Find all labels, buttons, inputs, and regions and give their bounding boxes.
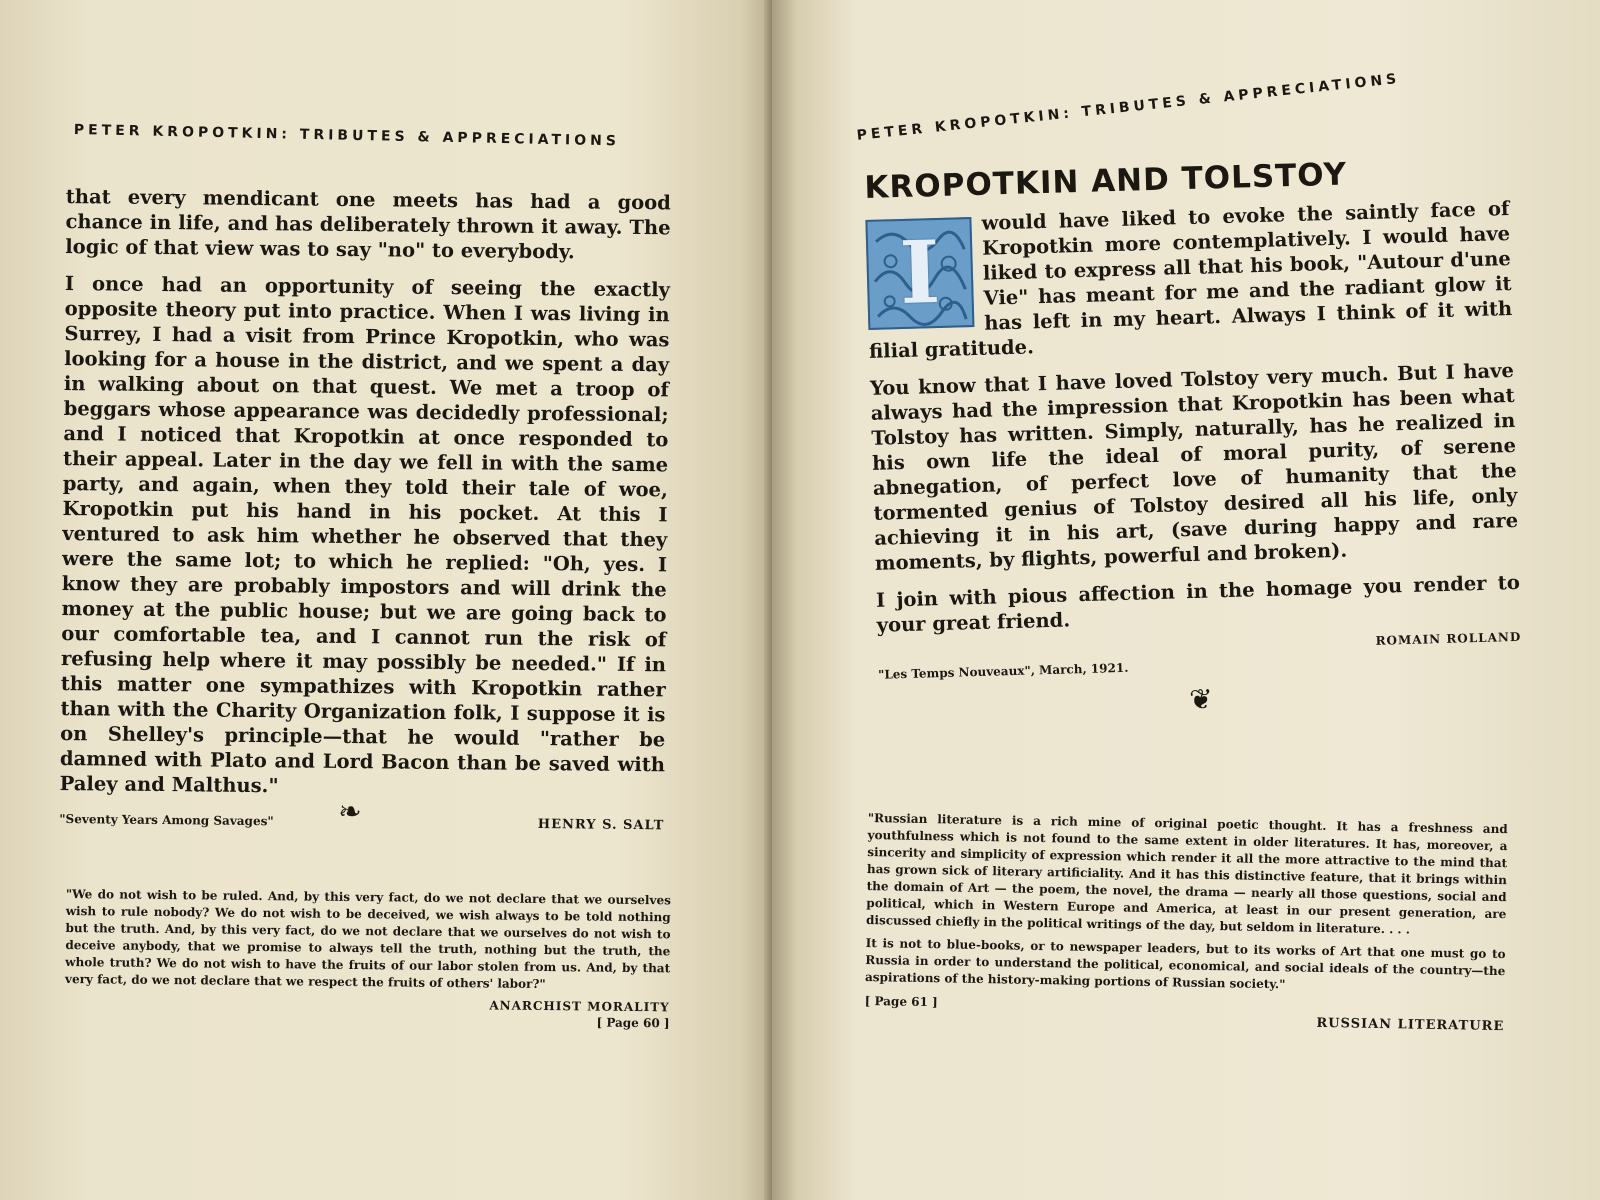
right-body — [864, 152, 1523, 725]
right-page — [772, 0, 1600, 1200]
paragraph: would have liked to evoke the saintly face of Kropotkin more contemplatively. I would have liked to express all that his book, "Autour d'une Vie" has meant for me and the radiant glow it has left in my heart. Always I think of it with filial gratitude. — [868, 197, 1513, 363]
paragraph: You know that I have loved Tolstoy very much. But I have always had the impression that Kropotkin has been what Tolstoy has written. Simply, naturally, has he realized in his own life the ideal of moral purity, of serene abnegation, of perfect love of humanity that the tormented genius of Tolstoy desired all his life, only achieving it in his art, (save during happy and rare moments, by flights, powerful and broken). — [869, 358, 1519, 575]
quote-text: "Russian literature is a rich mine of original poetic thought. It has a freshness and youthfulness which is not found to the same extent in older literatures. It has, moreover, a sincerity and simplicity of expression which render it all the more attractive to the mind that has grown sick of literary artificiality. And it has this distinctive feature, that it brings within the domain of Art — the poem, the novel, the drama — nearly all those questions, social and political, which in Western Europe and America, at least in our present generation, are discussed chiefly in the political writings of the day, but seldom in literature. . . . — [865, 810, 1508, 937]
page-number: [ Page 61 ] — [864, 993, 938, 1010]
quote-text: "We do not wish to be ruled. And, by this very fact, do we not declare that we ourselves wish to rule nobody? We do not wish to be deceived, we wish always to be told nothing but the truth. And, by this very fact, do we not declare that we ourselves do not wish to deceive anybody, that we promise to always tell the truth, nothing but the truth, the whole truth? We do not wish to have the fruits of our labor stolen from us. And, by that very fact, do we not declare that we respect the fruits of others' labor?" — [64, 886, 671, 992]
ornament-icon: ❦ — [1188, 682, 1214, 717]
page-footer — [864, 994, 1504, 1034]
running-head: PETER KROPOTKIN: TRIBUTES & APPRECIATIONS — [856, 70, 1401, 144]
page-number: [ Page 60 ] — [596, 1015, 670, 1031]
paragraph: I join with pious affection in the homage you render to your great friend. — [875, 570, 1521, 637]
source-title: "Seventy Years Among Savages" — [59, 811, 274, 829]
ornament-icon: ❧ — [338, 795, 362, 828]
source-title: "Les Temps Nouveaux", March, 1921. — [877, 660, 1129, 682]
quote-source: ANARCHIST MORALITY — [489, 998, 670, 1015]
paragraph: I once had an opportunity of seeing the exactly opposite theory put into practice. When I was living in Surrey, I had a visit from Prince Kropotkin, who was looking for a house in the district, and we spent a day in walking about on that quest. We met a troop of beggars whose appearance was decidedly professional; and I noticed that Kropotkin at once responded to their appeal. Later in the day we fell in with the same party, and again, when they told their tale of woe, Kropotkin put his hand in his pocket. At this I ventured to ask him whether he observed that they were the same lot; to which he replied: "Oh, yes. I know they are probably impostors and will drink the money at the public house; but we are going back to our comfortable tea, and I cannot run the risk of refusing help where it may possibly be needed." If in this matter one sympathizes with Kropotkin rather than with the Charity Organization folk, I suppose it is on Shelley's principle—that he would "rather be damned with Plato and Lord Bacon than be saved with Paley and Malthus." — [59, 271, 671, 798]
author-name: HENRY S. SALT — [537, 816, 665, 834]
left-body — [59, 184, 671, 833]
paragraph: that every mendicant one meets has had a good chance in life, and has deliberately thrown it away. The logic of that view was to say "no" to everybody. — [65, 184, 671, 264]
dropcap-letter: I — [898, 221, 942, 325]
left-page — [0, 0, 772, 1200]
quote-source: RUSSIAN LITERATURE — [1316, 1015, 1505, 1035]
dropcap-illuminated-initial — [865, 217, 974, 330]
running-head: PETER KROPOTKIN: TRIBUTES & APPRECIATIONS — [73, 122, 621, 150]
chapter-title: KROPOTKIN AND TOLSTOY — [864, 156, 1348, 206]
author-name: ROMAIN ROLLAND — [1375, 629, 1522, 648]
right-quote-block — [864, 810, 1508, 1034]
left-quote-block — [65, 886, 671, 1030]
quote-text: It is not to blue-books, or to newspaper leaders, but to its works of Art that one must go to Russia in order to understand the political, economical, and social ideals of the country—the aspirations of the history-making portions of Russian society." — [864, 935, 1506, 992]
